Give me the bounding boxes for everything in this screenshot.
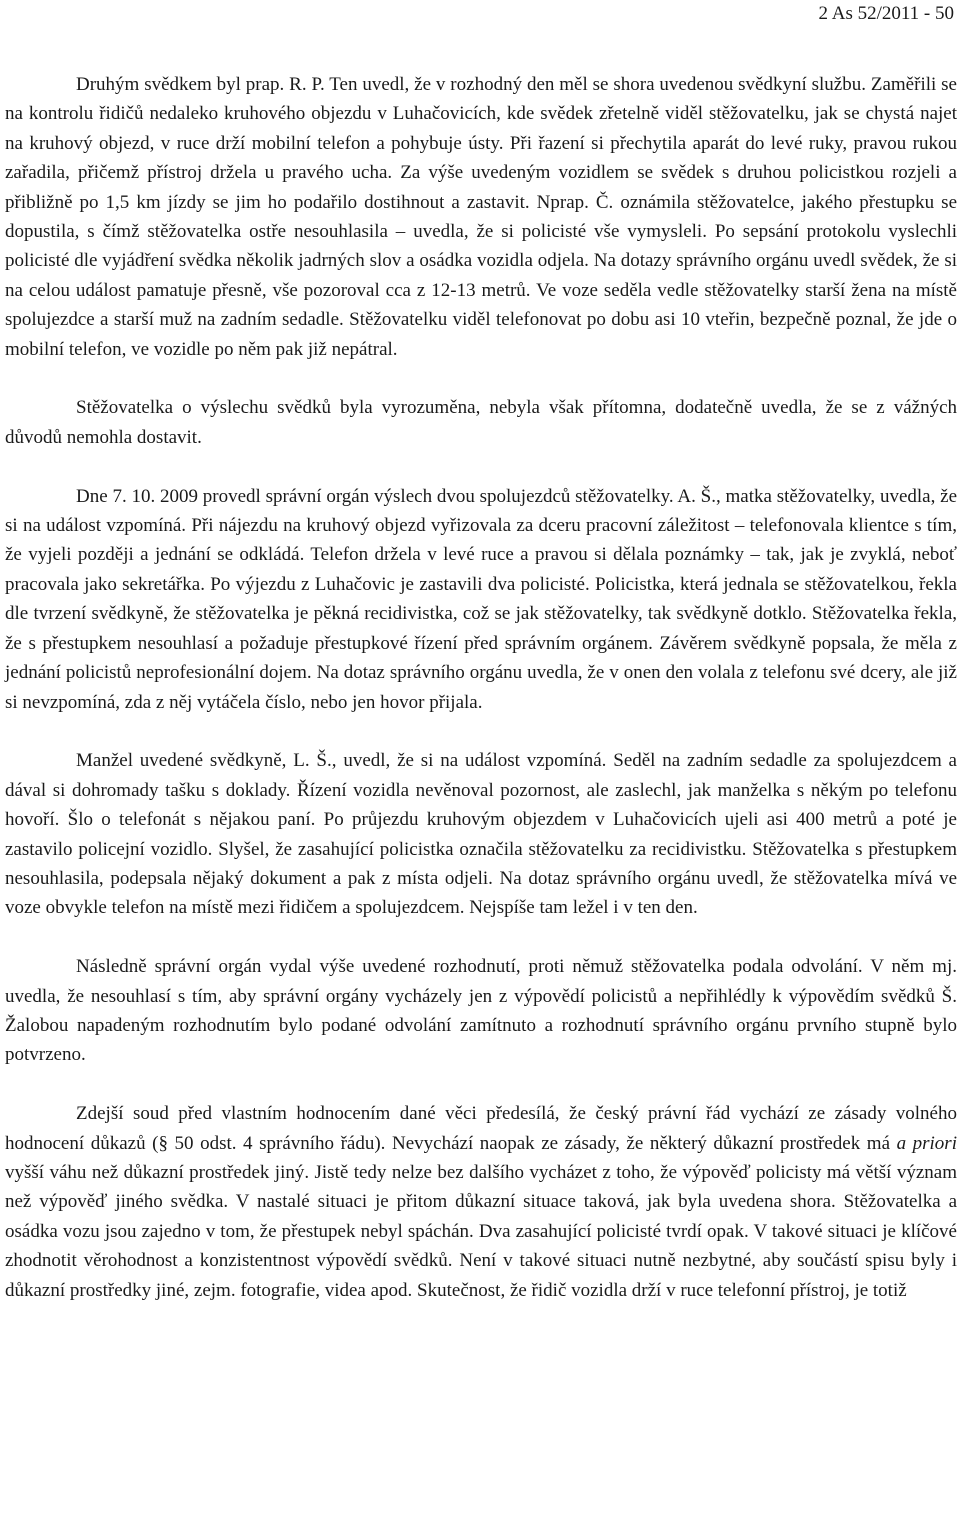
case-number-header: 2 As 52/2011 - 50 bbox=[818, 3, 954, 24]
paragraph-complainant-notified: Stěžovatelka o výslechu svědků byla vyrozuměna, nebyla však přítomna, dodatečně uvedla, že se z vážných důvodů nemohla dostavit. bbox=[5, 397, 957, 448]
document-body bbox=[5, 70, 957, 1305]
evaluation-text-end: vyšší váhu než důkazní prostředek jiný. Jistě tedy nelze bez dalšího vycházet z toho, že výpověď policisty má větší význam než výpověď jiného svědka. V nastalé situaci je přitom důkazní situace taková, jak byla uvedena shora. Stěžovatelka a osádka vozu jsou zajedno v tom, že přestupek nebyl spáchán. Dva zasahující policisté tvrdí opak. V takové situaci je klíčové zhodnotit věrohodnost a konzistentnost výpovědí svědků. Není v takové situaci nutně nezbytné, aby součástí spisu byly i důkazní prostředky jiné, zejm. fotografie, videa apod. Skutečnost, že řidič vozidla drží v ruce telefonní přístroj, je totiž bbox=[5, 1161, 957, 1301]
paragraph-mother-testimony: Dne 7. 10. 2009 provedl správní orgán výslech dvou spolujezdců stěžovatelky. A. Š., matka stěžovatelky, uvedla, že si na událost vzpomíná. Při nájezdu na kruhový objezd vyřizovala za dceru pracovní záležitost – telefonovala klientce s tím, že vyjeli později a jednání se odkládá. Telefon držela v levé ruce a pravou si dělala poznámky – tak, jak je zvyklá, neboť pracovala jako sekretářka. Po výjezdu z Luhačovic je zastavili dva policisté. Policistka, která jednala se stěžovatelkou, řekla dle tvrzení svědkyně, že stěžovatelka je pěkná recidivistka, což se jak stěžovatelky, tak svědkyně dotklo. Stěžovatelka řekla, že s přestupkem nesouhlasí a požaduje přestupkové řízení před správním orgánem. Závěrem svědkyně popsala, že měla z jednání policistů neprofesionální dojem. Na dotaz správního orgánu uvedla, že v onen den volala z telefonu své dcery, ale již si nevzpomíná, zda z něj vytáčela číslo, nebo jen hovor přijala. bbox=[5, 485, 957, 713]
paragraph-appeal: Následně správní orgán vydal výše uvedené rozhodnutí, proti němuž stěžovatelka podala odvolání. V něm mj. uvedla, že nesouhlasí s tím, aby správní orgány vycházely jen z výpovědí policistů a nepřihlédly k výpovědím svědků Š. Žalobou napadeným rozhodnutím bylo podané odvolání zamítnuto a rozhodnutí správního orgánu prvního stupně bylo potvrzeno. bbox=[5, 956, 957, 1066]
evaluation-text-start: Zdejší soud před vlastním hodnocením dané věci předesílá, že český právní řád vychází ze zásady volného hodnocení důkazů (§ 50 odst. 4 správního řádu). Nevychází naopak ze zásady, že některý důkazní prostředek má bbox=[5, 1103, 957, 1154]
paragraph-witness-prap: Druhým svědkem byl prap. R. P. Ten uvedl, že v rozhodný den měl se shora uvedenou svědkyní službu. Zaměřili se na kontrolu řidičů nedaleko kruhového objezdu v Luhačovicích, kde svědek zřetelně viděl stěžovatelku, jak se chystá najet na kruhový objezd, v ruce drží mobilní telefon a pohybuje ústy. Při řazení si přechytila aparát do levé ruky, pravou rukou zařadila, přičemž přístroj držela u pravého ucha. Za výše uvedeným vozidlem se svědek s druhou policistkou rozjeli a přibližně po 1,5 km jízdy se jim ho podařilo dostihnout a zastavit. Nprap. Č. oznámila stěžovatelce, jakého přestupku se dopustila, s čímž stěžovatelka ostře nesouhlasila – uvedla, že si policisté vše vymysleli. Po sepsání protokolu vyslechli policisté dle vyjádření svědka několik jadrných slov a osádka vozidla odjela. Na dotazy správního orgánu uvedl svědek, že si na celou událost pamatuje přesně, vše pozoroval cca z 12-13 metrů. Ve voze seděla vedle stěžovatelky starší žena na místě spolujezdce a starší muž na zadním sedadle. Stěžovatelku viděl telefonovat po dobu asi 10 vteřin, bezpečně poznal, že jde o mobilní telefon, ve vozidle po něm pak již nepátral. bbox=[5, 74, 957, 360]
paragraph-court-evaluation bbox=[5, 1099, 957, 1305]
paragraph-husband-testimony: Manžel uvedené svědkyně, L. Š., uvedl, že si na událost vzpomíná. Seděl na zadním sedadle za spolujezdcem a dával si dohromady tašku s doklady. Řízení vozidla nevěnoval pozornost, ale zaslechl, jak manželka s někým po telefonu hovoří. Šlo o telefonát s nějakou paní. Po průjezdu kruhovým objezdem v Luhačovicích ujeli asi 400 metrů a poté je zastavilo policejní vozidlo. Slyšel, že zasahující policistka označila stěžovatelku za recidivistku. Stěžovatelka s přestupkem nesouhlasila, podepsala nějaký dokument a pak z místa odjeli. Na dotaz správního orgánu uvedl, že stěžovatelka mívá ve voze obvykle telefon na místě mezi řidičem a spolujezdcem. Nejspíše tam ležel i v ten den. bbox=[5, 750, 957, 919]
a-priori-italic: a priori bbox=[896, 1132, 957, 1154]
